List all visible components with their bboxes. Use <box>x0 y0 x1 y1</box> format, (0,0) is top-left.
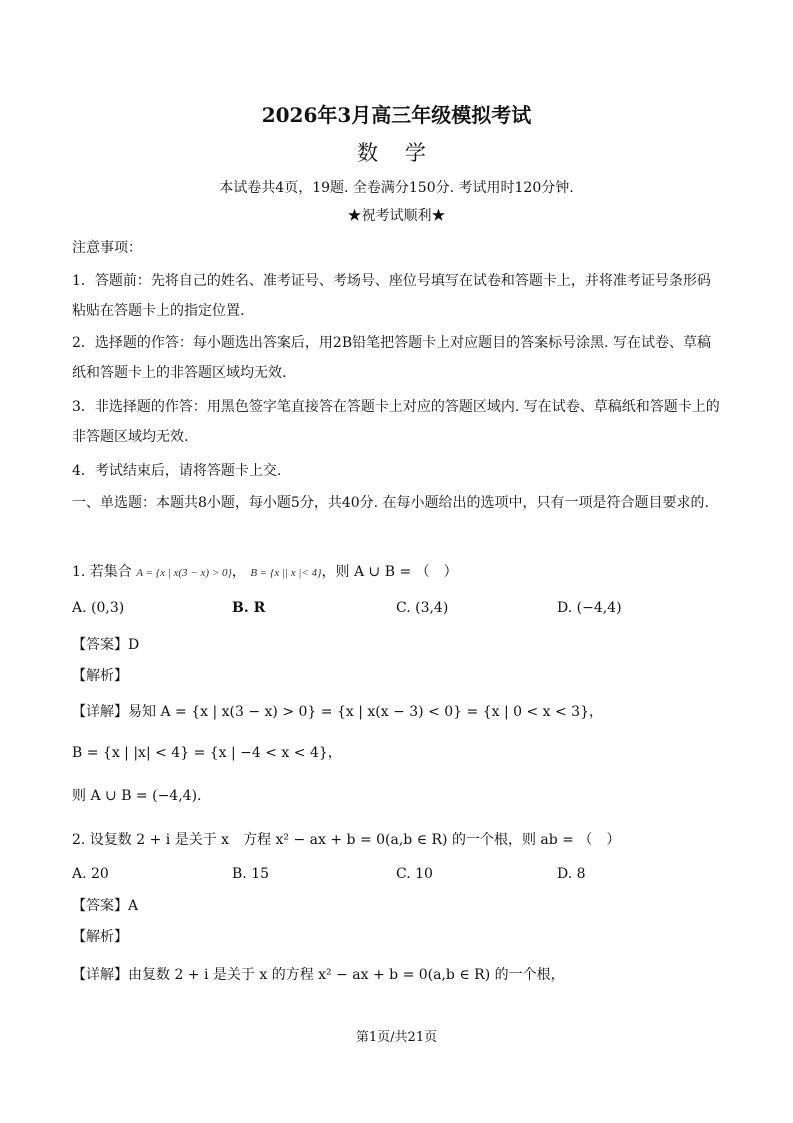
q1-analysis: 【解析】 <box>72 668 128 684</box>
question-2-stem: 2. 设复数 2 + i 是关于 x 方程 x² − ax + b = 0(a,b ∈ R) 的一个根，则 ab = （ ） <box>72 832 621 848</box>
q1-detail-2: B = {x | |x| < 4} = {x | −4 < x < 4}， <box>72 745 342 761</box>
q1-sep: ， <box>231 564 246 580</box>
q2-analysis: 【解析】 <box>72 929 128 945</box>
page-title: 2026年3月高三年级模拟考试 <box>261 103 532 127</box>
section-heading: 一、单选题：本题共8小题，每小题5分，共40分. 在每小题给出的选项中，只有一项是符合题目要求的. <box>72 495 709 511</box>
q2-detail-1: 【详解】由复数 2 + i 是关于 x 的方程 x² − ax + b = 0(a,b ∈ R) 的一个根， <box>72 967 565 983</box>
q1-detail-3: 则 A ∪ B = (−4,4). <box>72 788 202 804</box>
notice-item-4: 4．考试结束后，请将答题卡上交. <box>72 463 282 479</box>
q1-option-d: D. (−4,4) <box>557 600 622 616</box>
q1-option-a: A. (0,3) <box>72 600 125 616</box>
q2-answer: 【答案】A <box>72 898 139 914</box>
q2-option-a: A. 20 <box>72 866 109 882</box>
q1-detail-1: 【详解】易知 A = {x | x(3 − x) > 0} = {x | x(x − 3) < 0} = {x | 0 < x < 3}， <box>72 704 603 720</box>
question-1-stem <box>72 557 724 588</box>
q1-set-a: A = {x | x(3 − x) > 0} <box>136 567 232 579</box>
q1-set-b: B = {x || x |< 4} <box>250 567 322 579</box>
blessing: ★祝考试顺利★ <box>347 208 446 224</box>
notice-item-3: 3．非选择题的作答：用黑色签字笔直接答在答题卡上对应的答题区域内. 写在试卷、草稿纸和答题卡上的非答题区域均无效. <box>72 399 720 445</box>
subject-title: 数 学 <box>357 141 436 165</box>
q1-ask: ，则 A ∪ B = （ ） <box>321 564 458 580</box>
exam-info: 本试卷共4页，19题. 全卷满分150分. 考试用时120分钟. <box>219 180 574 196</box>
page-footer: 第1页/共21页 <box>355 1030 438 1045</box>
q1-option-c: C. (3,4) <box>396 600 449 616</box>
q1-option-b: B. R <box>232 600 266 616</box>
q2-option-c: C. 10 <box>396 866 433 882</box>
q1-prefix: 1. 若集合 <box>72 564 132 580</box>
q1-answer: 【答案】D <box>72 637 140 653</box>
notice-item-2: 2．选择题的作答：每小题选出答案后，用2B铅笔把答题卡上对应题目的答案标号涂黑. 写在试卷、草稿纸和答题卡上的非答题区域均无效. <box>72 335 712 381</box>
q2-option-b: B. 15 <box>232 866 270 882</box>
q2-option-d: D. 8 <box>557 866 586 882</box>
notice-item-1: 1．答题前：先将自己的姓名、准考证号、考场号、座位号填写在试卷和答题卡上，并将准考证号条形码粘贴在答题卡上的指定位置. <box>72 273 711 319</box>
notice-heading: 注意事项： <box>72 240 142 256</box>
